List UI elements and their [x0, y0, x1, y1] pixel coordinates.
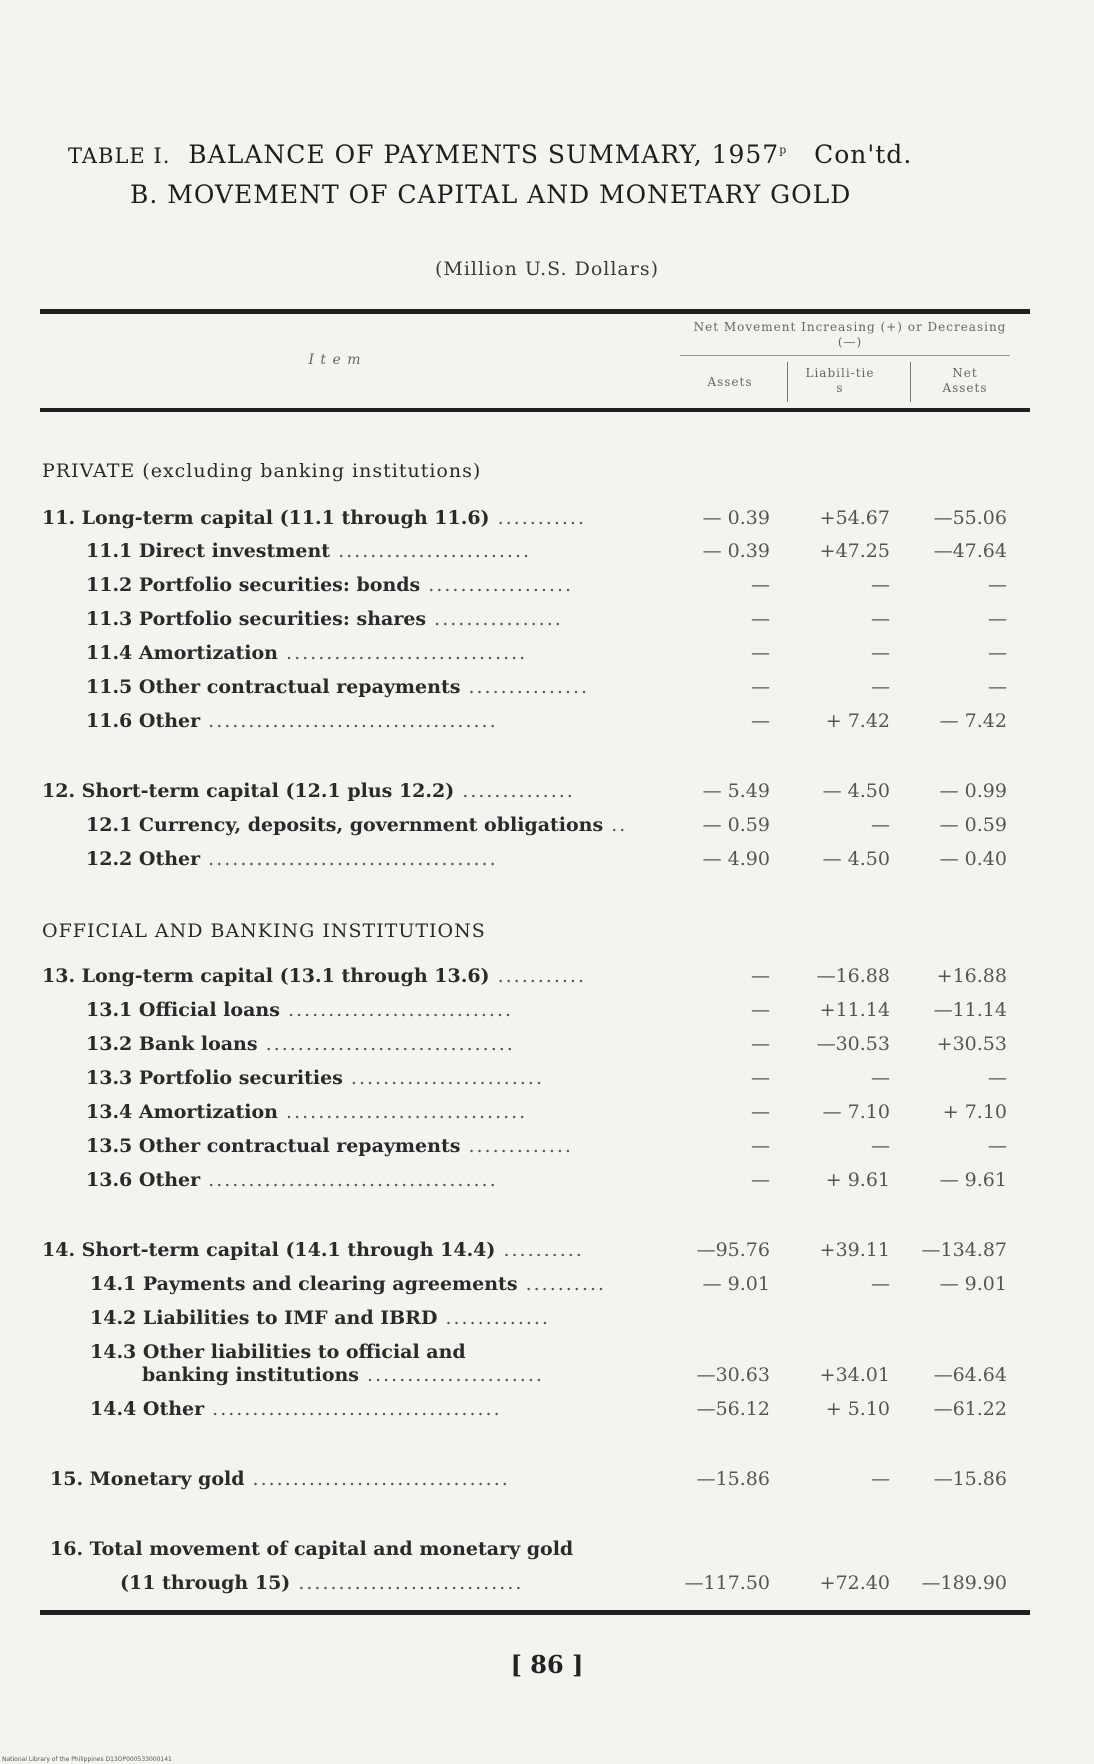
net-assets-cell: —: [988, 1067, 1007, 1089]
row-label: 13. Long-term capital (13.1 through 13.6): [42, 965, 490, 987]
units-note: (Million U.S. Dollars): [434, 258, 659, 280]
net-assets-cell: — 9.01: [939, 1273, 1007, 1295]
liabilities-cell: —30.53: [816, 1033, 890, 1055]
table-row: [0, 780, 1094, 808]
table-row: [0, 1239, 1094, 1267]
net-assets-cell: — 0.99: [939, 780, 1007, 802]
net-assets-cell: —47.64: [933, 540, 1007, 562]
row-label: 16. Total movement of capital and monetary gold: [50, 1538, 574, 1560]
assets-cell: —56.12: [696, 1398, 770, 1420]
header-liabilities: Liabili-ties: [805, 366, 875, 395]
net-assets-cell: —55.06: [933, 507, 1007, 529]
leader-dots: ...............................: [257, 1033, 515, 1055]
row-label: 11.2 Portfolio securities: bonds: [86, 574, 421, 596]
row-label: 12.2 Other: [86, 848, 201, 870]
leader-dots: ..............................: [278, 1101, 528, 1123]
leader-dots: ......................: [359, 1364, 544, 1386]
row-label: 11.1 Direct investment: [86, 540, 331, 562]
row-label: 14.1 Payments and clearing agreements: [90, 1273, 518, 1295]
net-assets-cell: —11.14: [933, 999, 1007, 1021]
table-row: [0, 1033, 1094, 1061]
leader-dots: ................: [426, 608, 563, 630]
row-label: 11. Long-term capital (11.1 through 11.6): [42, 507, 490, 529]
assets-cell: —: [751, 574, 770, 596]
table-title: [68, 140, 1028, 169]
leader-dots: ....................................: [204, 1398, 502, 1420]
liabilities-cell: —: [871, 814, 890, 836]
table-row: [0, 1169, 1094, 1197]
net-assets-cell: —: [988, 642, 1007, 664]
table-row: [0, 540, 1094, 568]
net-assets-cell: —: [988, 676, 1007, 698]
table-row: [0, 1398, 1094, 1426]
table-row: [0, 676, 1094, 704]
assets-cell: — 5.49: [702, 780, 770, 802]
liabilities-cell: —: [871, 1468, 890, 1490]
header-divider-1: [787, 362, 788, 402]
net-assets-cell: —: [988, 574, 1007, 596]
assets-cell: —: [751, 1067, 770, 1089]
leader-dots: ..............: [454, 780, 575, 802]
liabilities-cell: —: [871, 574, 890, 596]
net-assets-cell: + 7.10: [942, 1101, 1007, 1123]
row-label: 14.4 Other: [90, 1398, 205, 1420]
leader-dots: .............: [460, 1135, 573, 1157]
assets-cell: —: [751, 999, 770, 1021]
liabilities-cell: —: [871, 1067, 890, 1089]
leader-dots: ...........: [489, 965, 587, 987]
net-assets-cell: — 7.42: [939, 710, 1007, 732]
net-assets-cell: —61.22: [933, 1398, 1007, 1420]
liabilities-cell: — 4.50: [822, 848, 890, 870]
header-group: Net Movement Increasing (+) or Decreasing (—): [693, 320, 1007, 349]
section-private: PRIVATE (excluding banking institutions): [42, 460, 482, 482]
assets-cell: —: [751, 608, 770, 630]
table-row: [0, 1307, 1094, 1335]
section-official: OFFICIAL AND BANKING INSTITUTIONS: [42, 920, 486, 942]
leader-dots: ...............: [460, 676, 590, 698]
header-assets: Assets: [707, 375, 753, 389]
row-label: 11.4 Amortization: [86, 642, 278, 664]
table-row: [0, 1364, 1094, 1392]
row-label: 11.3 Portfolio securities: shares: [86, 608, 427, 630]
assets-cell: —95.76: [696, 1239, 770, 1261]
row-label: 14.2 Liabilities to IMF and IBRD: [90, 1307, 438, 1329]
table-row: [0, 848, 1094, 876]
top-rule: [40, 309, 1030, 314]
row-label: (11 through 15): [120, 1572, 291, 1594]
row-label: 14.3 Other liabilities to official and: [90, 1341, 466, 1363]
leader-dots: ....................................: [200, 848, 498, 870]
leader-dots: ................................: [244, 1468, 510, 1490]
title-contd: Con'td.: [814, 140, 913, 169]
liabilities-cell: +47.25: [819, 540, 890, 562]
row-label: 13.5 Other contractual repayments: [86, 1135, 461, 1157]
leader-dots: ..........: [495, 1239, 584, 1261]
table-row: [0, 1538, 1094, 1566]
table-row: [0, 1572, 1094, 1600]
net-assets-cell: — 9.61: [939, 1169, 1007, 1191]
assets-cell: —: [751, 1169, 770, 1191]
assets-cell: —: [751, 965, 770, 987]
net-assets-cell: —64.64: [933, 1364, 1007, 1386]
net-assets-cell: +16.88: [936, 965, 1007, 987]
liabilities-cell: —16.88: [816, 965, 890, 987]
net-assets-cell: —: [988, 608, 1007, 630]
row-label: 14. Short-term capital (14.1 through 14.4): [42, 1239, 496, 1261]
leader-dots: ..............................: [278, 642, 528, 664]
header-item: I t e m: [308, 352, 362, 368]
row-label: 12. Short-term capital (12.1 plus 12.2): [42, 780, 455, 802]
assets-cell: — 4.90: [702, 848, 770, 870]
row-label: 13.1 Official loans: [86, 999, 280, 1021]
row-label: 13.6 Other: [86, 1169, 201, 1191]
liabilities-cell: + 5.10: [825, 1398, 890, 1420]
leader-dots: ........................: [342, 1067, 544, 1089]
row-label: 11.5 Other contractual repayments: [86, 676, 461, 698]
title-line2: B. MOVEMENT OF CAPITAL AND MONETARY GOLD: [130, 180, 852, 209]
leader-dots: ............................: [290, 1572, 524, 1594]
header-net-assets: Net Assets: [942, 366, 988, 395]
footer-source: National Library of the Philippines D13OP000533000141: [2, 1756, 172, 1763]
liabilities-cell: — 4.50: [822, 780, 890, 802]
row-label: 13.3 Portfolio securities: [86, 1067, 343, 1089]
liabilities-cell: —: [871, 1273, 890, 1295]
liabilities-cell: —: [871, 642, 890, 664]
assets-cell: —: [751, 1101, 770, 1123]
assets-cell: —30.63: [696, 1364, 770, 1386]
row-label: 13.2 Bank loans: [86, 1033, 258, 1055]
leader-dots: ............................: [279, 999, 514, 1021]
assets-cell: — 0.39: [702, 507, 770, 529]
liabilities-cell: —: [871, 608, 890, 630]
net-assets-cell: — 0.40: [939, 848, 1007, 870]
table-row: [0, 1101, 1094, 1129]
page-number: [ 86 ]: [510, 1650, 584, 1679]
table-row: [0, 1067, 1094, 1095]
table-row: [0, 814, 1094, 842]
table-label: TABLE I.: [68, 144, 171, 168]
leader-dots: ..................: [420, 574, 574, 596]
table-row: [0, 642, 1094, 670]
liabilities-cell: +39.11: [819, 1239, 890, 1261]
table-row: [0, 999, 1094, 1027]
net-assets-cell: —189.90: [921, 1572, 1007, 1594]
liabilities-cell: + 7.42: [825, 710, 890, 732]
title-line1: BALANCE OF PAYMENTS SUMMARY, 1957: [188, 140, 780, 169]
assets-cell: — 0.39: [702, 540, 770, 562]
table-row: [0, 608, 1094, 636]
assets-cell: —: [751, 1135, 770, 1157]
table-row: [0, 574, 1094, 602]
table-row: [0, 965, 1094, 993]
assets-cell: —117.50: [684, 1572, 770, 1594]
table-row: [0, 507, 1094, 535]
leader-dots: ....................................: [200, 1169, 498, 1191]
row-label: 15. Monetary gold: [50, 1468, 245, 1490]
assets-cell: —: [751, 676, 770, 698]
net-assets-cell: — 0.59: [939, 814, 1007, 836]
net-assets-cell: —134.87: [921, 1239, 1007, 1261]
leader-dots: .............: [437, 1307, 550, 1329]
leader-dots: ....................................: [200, 710, 498, 732]
table-row: [0, 1468, 1094, 1496]
net-assets-cell: —: [988, 1135, 1007, 1157]
header-bottom-rule: [40, 408, 1030, 412]
table-row: [0, 1135, 1094, 1163]
liabilities-cell: — 7.10: [822, 1101, 890, 1123]
leader-dots: ..........: [517, 1273, 606, 1295]
liabilities-cell: +11.14: [819, 999, 890, 1021]
liabilities-cell: +34.01: [819, 1364, 890, 1386]
row-label: 11.6 Other: [86, 710, 201, 732]
header-divider-2: [910, 362, 911, 402]
leader-dots: ...........: [489, 507, 587, 529]
liabilities-cell: + 9.61: [825, 1169, 890, 1191]
table-row: [0, 710, 1094, 738]
assets-cell: —: [751, 710, 770, 732]
table-row: [0, 1273, 1094, 1301]
row-label: banking institutions: [142, 1364, 359, 1386]
liabilities-cell: +54.67: [819, 507, 890, 529]
liabilities-cell: —: [871, 676, 890, 698]
liabilities-cell: +72.40: [819, 1572, 890, 1594]
leader-dots: ..: [603, 814, 628, 836]
assets-cell: — 0.59: [702, 814, 770, 836]
net-assets-cell: —15.86: [933, 1468, 1007, 1490]
liabilities-cell: —: [871, 1135, 890, 1157]
bottom-rule: [40, 1610, 1030, 1615]
header-group-rule: [680, 355, 1010, 356]
assets-cell: —: [751, 642, 770, 664]
row-label: 13.4 Amortization: [86, 1101, 278, 1123]
assets-cell: — 9.01: [702, 1273, 770, 1295]
row-label: 12.1 Currency, deposits, government obligations: [86, 814, 604, 836]
leader-dots: ........................: [330, 540, 532, 562]
assets-cell: —: [751, 1033, 770, 1055]
net-assets-cell: +30.53: [936, 1033, 1007, 1055]
title-sup: p: [779, 143, 788, 157]
assets-cell: —15.86: [696, 1468, 770, 1490]
